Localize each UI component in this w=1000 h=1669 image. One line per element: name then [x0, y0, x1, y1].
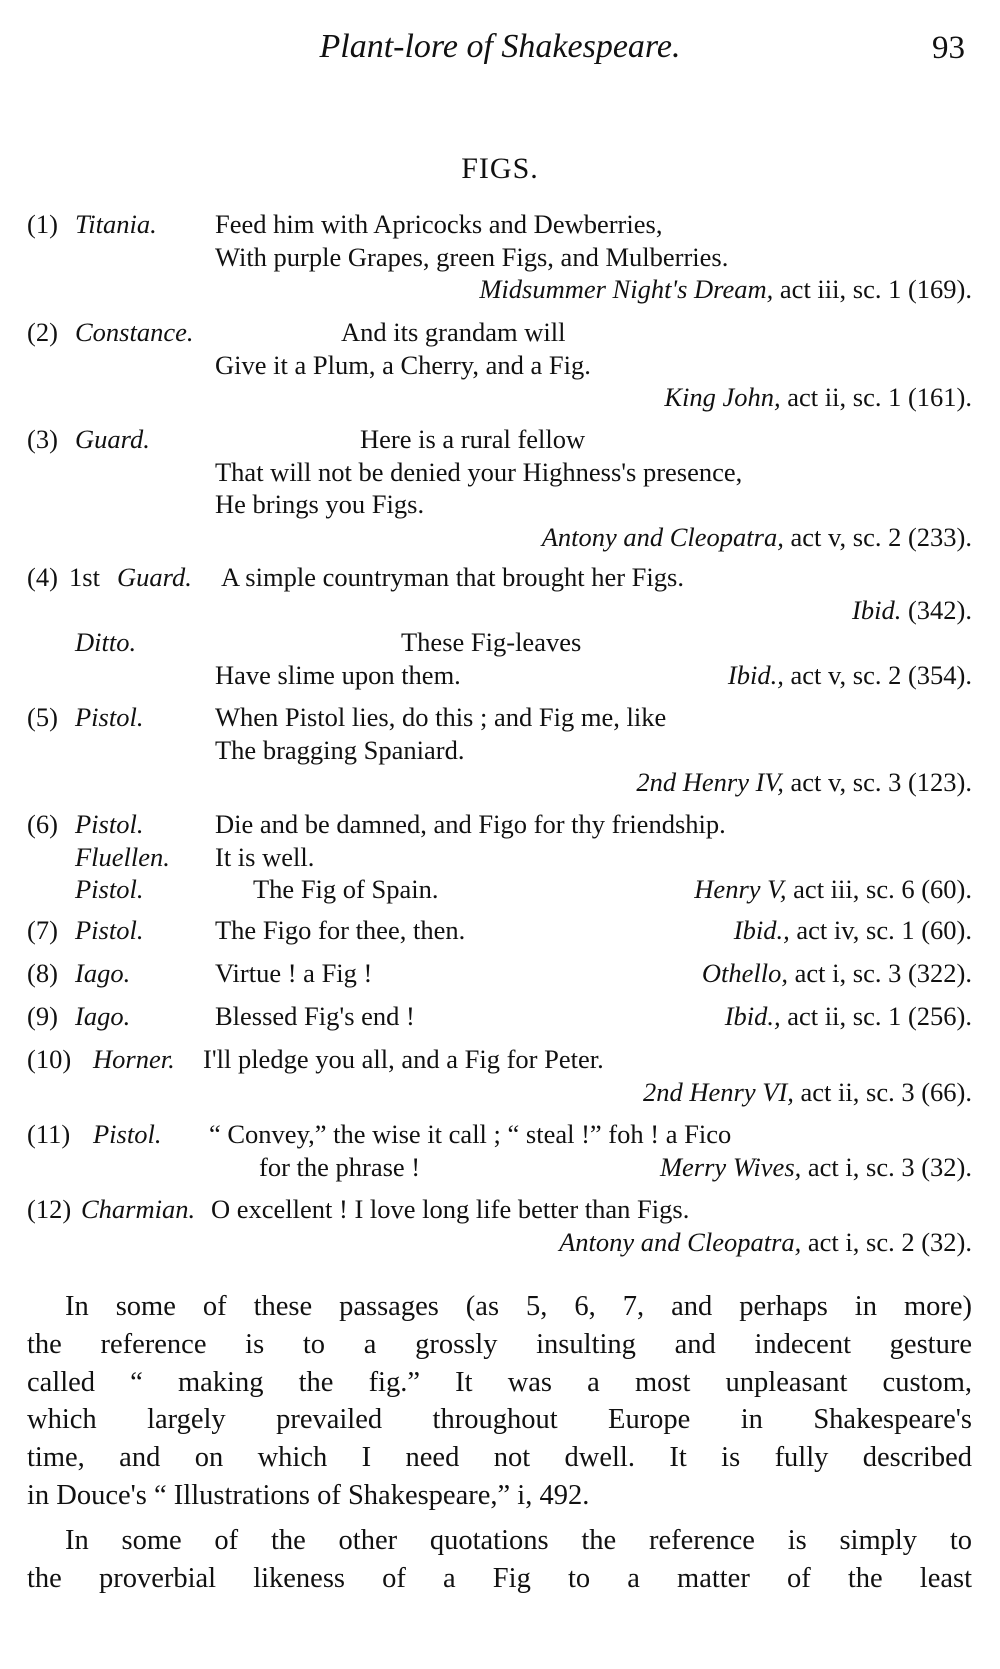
cite-ref: act i, sc. 3 (322). — [788, 958, 972, 988]
quote-4-ditto — [27, 626, 972, 691]
speaker: Constance. — [75, 317, 194, 347]
quote-line: He brings you Figs. — [215, 489, 425, 519]
citation — [559, 1226, 972, 1259]
citation — [694, 873, 972, 906]
speaker: Iago. — [75, 1001, 131, 1031]
speaker: Horner. — [93, 1044, 175, 1074]
quote-8 — [27, 957, 972, 990]
paragraph-line: the reference is to a grossly insulting and indecent gesture — [27, 1328, 972, 1360]
quote-line: Feed him with Apricocks and Dewberries, — [215, 209, 663, 239]
quote-line: Have slime upon them. — [215, 659, 461, 690]
cite-ref: act ii, sc. 1 (161). — [780, 382, 972, 412]
quote-line: Virtue ! a Fig ! — [215, 958, 373, 988]
cite-ref: act iv, sc. 1 (60). — [789, 915, 972, 945]
section-title: FIGS. — [461, 152, 539, 185]
quote-2 — [27, 316, 972, 414]
speaker: Guard. — [117, 562, 192, 592]
body-paragraph-1 — [27, 1288, 972, 1515]
citation — [636, 766, 972, 799]
quote-line: With purple Grapes, green Figs, and Mulberries. — [215, 241, 729, 272]
quote-5 — [27, 701, 972, 799]
quote-number: (5) — [27, 702, 58, 732]
quote-number: (3) — [27, 424, 58, 454]
speaker: Ditto. — [75, 627, 137, 657]
paragraph-line: In some of these passages (as 5, 6, 7, and perhaps in more) — [65, 1291, 972, 1322]
citation — [852, 594, 972, 627]
body-paragraph-2 — [27, 1522, 972, 1598]
quote-6 — [27, 808, 972, 906]
quote-line: Give it a Plum, a Cherry, and a Fig. — [215, 349, 591, 380]
quote-line: I'll pledge you all, and a Fig for Peter. — [203, 1044, 604, 1074]
quote-12 — [27, 1193, 972, 1258]
cite-work: 2nd Henry IV, — [636, 767, 784, 797]
cite-work: Ibid. — [852, 594, 902, 625]
quote-1 — [27, 208, 972, 306]
speaker: Pistol. — [75, 702, 144, 732]
speaker: Fluellen. — [75, 841, 170, 872]
quote-number: (4) — [27, 562, 58, 592]
quote-line: When Pistol lies, do this ; and Fig me, like — [215, 702, 667, 732]
quote-line: That will not be denied your Highness's presence, — [215, 456, 743, 487]
quote-9 — [27, 1000, 972, 1033]
quote-4 — [27, 561, 972, 626]
quote-10 — [27, 1043, 972, 1108]
cite-work: Othello, — [701, 958, 789, 988]
quote-7 — [27, 914, 972, 947]
quote-number: (12) — [27, 1194, 72, 1224]
cite-ref: act i, sc. 3 (32). — [801, 1151, 972, 1182]
cite-ref: act iii, sc. 6 (60). — [786, 874, 972, 904]
citation — [728, 659, 972, 692]
cite-work: Merry Wives, — [659, 1151, 802, 1182]
citation — [660, 1151, 972, 1184]
speaker: Iago. — [75, 958, 131, 988]
speaker-prefix: 1st — [69, 562, 100, 592]
quote-number: (6) — [27, 809, 58, 839]
speaker: Pistol. — [75, 809, 144, 839]
citation — [702, 957, 972, 990]
cite-work: Ibid., — [733, 915, 790, 945]
cite-work: Ibid., — [724, 1001, 781, 1031]
cite-work: King John, — [664, 382, 781, 412]
speaker: Pistol. — [93, 1119, 162, 1149]
quote-line: And its grandam will — [341, 317, 566, 347]
quote-number: (10) — [27, 1044, 72, 1074]
quote-line: These Fig-leaves — [401, 627, 582, 657]
paragraph-line: the proverbial likeness of a Fig to a matter of the least — [27, 1562, 972, 1594]
cite-work: Ibid., — [727, 659, 784, 690]
citation — [643, 1076, 972, 1109]
page-number: 93 — [932, 30, 965, 66]
quote-number: (1) — [27, 209, 58, 239]
quote-number: (8) — [27, 958, 58, 988]
quote-line: It is well. — [215, 841, 315, 872]
citation — [479, 273, 972, 306]
citation — [664, 381, 972, 414]
quote-line: Die and be damned, and Figo for thy friendship. — [215, 809, 726, 839]
quote-line: for the phrase ! — [259, 1151, 421, 1182]
quote-line: A simple countryman that brought her Figs. — [221, 562, 684, 592]
quote-line: Here is a rural fellow — [360, 424, 586, 454]
cite-ref: act iii, sc. 1 (169). — [773, 274, 972, 304]
cite-work: Midsummer Night's Dream, — [479, 274, 774, 304]
quote-line: The Figo for thee, then. — [215, 915, 466, 945]
running-head — [0, 20, 1000, 80]
cite-ref: act v, sc. 2 (233). — [783, 521, 972, 552]
cite-ref: act ii, sc. 3 (66). — [793, 1076, 972, 1107]
speaker: Charmian. — [81, 1194, 196, 1224]
quote-number: (9) — [27, 1001, 58, 1031]
quote-number: (11) — [27, 1119, 71, 1149]
speaker: Guard. — [75, 424, 150, 454]
quote-line: “ Convey,” the wise it call ; “ steal !” foh ! a Fico — [209, 1119, 732, 1149]
quote-line: The Fig of Spain. — [253, 874, 439, 904]
speaker: Titania. — [75, 209, 157, 239]
cite-ref: act ii, sc. 1 (256). — [780, 1001, 972, 1031]
quote-number: (7) — [27, 915, 58, 945]
quote-line: Blessed Fig's end ! — [215, 1001, 415, 1031]
quote-line: The bragging Spaniard. — [215, 734, 465, 765]
speaker: Pistol. — [75, 915, 144, 945]
cite-ref: act i, sc. 2 (32). — [801, 1226, 972, 1257]
cite-ref: (342). — [901, 594, 972, 625]
paragraph-line: In some of the other quotations the reference is simply to — [65, 1525, 972, 1556]
citation — [734, 914, 972, 947]
cite-work: Antony and Cleopatra, — [559, 1226, 802, 1257]
quote-number: (2) — [27, 317, 58, 347]
speaker: Pistol. — [75, 874, 144, 904]
cite-work: Henry V, — [694, 874, 787, 904]
quote-3 — [27, 423, 972, 553]
paragraph-line: which largely prevailed throughout Europe in Shakespeare's — [27, 1404, 972, 1436]
cite-ref: act v, sc. 3 (123). — [783, 767, 972, 797]
cite-ref: act v, sc. 2 (354). — [783, 659, 972, 690]
cite-work: 2nd Henry VI, — [643, 1076, 794, 1107]
paragraph-line: in Douce's “ Illustrations of Shakespeare,” i, 492. — [27, 1479, 590, 1511]
paragraph-line: called “ making the fig.” It was a most unpleasant custom, — [27, 1366, 972, 1398]
citation — [725, 1000, 972, 1033]
running-title: Plant-lore of Shakespeare. — [319, 28, 681, 65]
citation — [542, 521, 972, 554]
cite-work: Antony and Cleopatra, — [541, 521, 784, 552]
paragraph-line: time, and on which I need not dwell. It is fully described — [27, 1442, 972, 1474]
quote-11 — [27, 1118, 972, 1183]
quote-line: O excellent ! I love long life better than Figs. — [211, 1194, 690, 1224]
